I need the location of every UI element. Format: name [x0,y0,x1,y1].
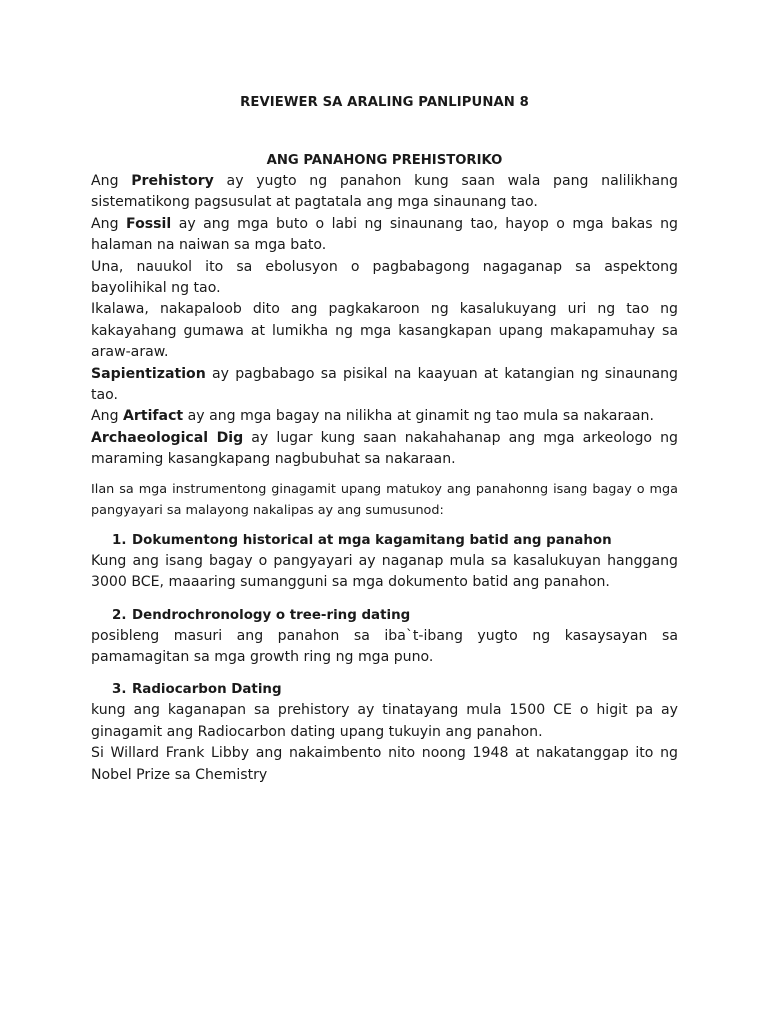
document-content [91,93,678,786]
paragraph-ikalawa: Ikalawa, nakapaloob dito ang pagkakaroon ng kasalukuyang uri ng tao ng kakayahang gumawa at lumikha ng mga kasangkapan upang makapamuhay sa araw-araw. [91,301,678,361]
list-item-body: kung ang kaganapan sa prehistory ay tinatayang mula 1500 CE o higit pa ay ginagamit ang Radiocarbon dating upang tukuyin ang panahon. [91,702,678,740]
paragraph-text: ay yugto ng panahon kung saan wala pang nalilikhang sistematikong pagsusulat at pagtatala ang mga sinaunang tao. [91,173,679,211]
paragraph-text: ay ang mga buto o labi ng sinaunang tao, hayop o mga bakas ng halaman na naiwan sa mga bato. [91,215,678,254]
paragraph-text: ay lugar kung saan nakahahanap ang mga arkeologo ng maraming kasangkapang nagbubuhat sa nakaraan. [91,429,678,468]
paragraph-sapientization [91,364,678,407]
list-item-heading [91,531,678,551]
list-heading-text: Radiocarbon Dating [132,682,282,698]
term-prehistory: Prehistory [131,173,214,189]
term-archaeological-dig: Archaeological Dig [91,429,244,446]
paragraph-prefix: Ang [91,215,127,232]
list-item-heading [91,680,678,700]
list-heading-text: Dendrochronology o tree-ring dating [132,607,411,623]
paragraph-archaeological-dig [91,428,678,471]
list-heading-text: Dokumentong historical at mga kagamitang batid ang panahon [132,532,612,548]
term-sapientization: Sapientization [91,365,206,382]
paragraph-prefix: Ang [91,408,123,425]
paragraph-artifact [91,406,678,427]
paragraph-closing: Si Willard Frank Libby ang nakaimbento nito noong 1948 at nakatanggap ito ng Nobel Prize sa Chemistry [91,745,678,783]
paragraph-text: ay pagbabago sa pisikal na kaayuan at katangian ng sinaunang tao. [91,365,678,404]
section-title: ANG PANAHONG PREHISTORIKO [266,153,503,168]
list-number: 3. [112,682,127,698]
term-artifact: Artifact [123,408,184,425]
paragraph-prefix: Ang [91,173,132,189]
document-title: REVIEWER SA ARALING PANLIPUNAN 8 [240,95,529,110]
paragraph-prehistory [91,171,678,214]
paragraph-text: ay ang mga bagay na nilikha at ginamit ng tao mula sa nakaraan. [183,408,654,425]
list-item-body: posibleng masuri ang panahon sa iba`t-ibang yugto ng kasaysayan sa pamamagitan sa mga growth ring ng mga puno. [91,627,678,665]
term-fossil: Fossil [126,215,172,232]
paragraph-fossil [91,214,678,257]
list-item-heading [91,606,678,626]
instruments-intro: Ilan sa mga instrumentong ginagamit upang matukoy ang panahonng isang bagay o mga pangyayari sa malayong nakalipas ay ang sumusunod: [91,481,678,518]
list-item-body: Kung ang isang bagay o pangyayari ay naganap mula sa kasalukuyan hanggang 3000 BCE, maaaring sumangguni sa mga dokumento batid ang panahon. [91,552,678,591]
list-number: 2. [112,607,127,623]
paragraph-una: Una, nauukol ito sa ebolusyon o pagbabagong nagaganap sa aspektong bayolihikal ng tao. [91,258,678,297]
list-number: 1. [112,532,127,548]
